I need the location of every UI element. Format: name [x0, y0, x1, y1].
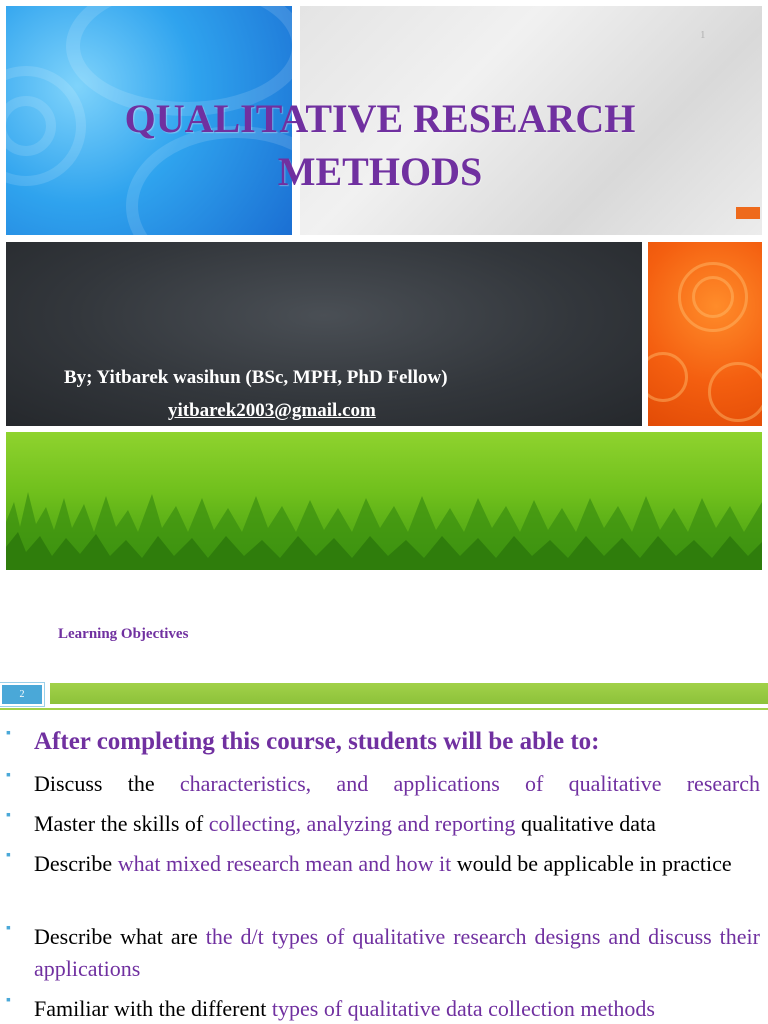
slide-title: QUALITATIVE RESEARCH METHODS: [124, 96, 636, 194]
bullet-icon: ▪: [6, 993, 11, 1008]
orange-accent-tab: [736, 207, 760, 219]
objective-text: Master the skills of collecting, analyzing and reporting qualitative data: [34, 811, 656, 836]
bullet-icon: ▪: [6, 726, 11, 741]
grass-silhouette: [6, 432, 762, 570]
author-email-link[interactable]: yitbarek2003@gmail.com: [168, 400, 376, 421]
objectives-slide: [0, 678, 768, 1024]
bullet-icon: ▪: [6, 921, 11, 936]
orange-bokeh-panel: [648, 242, 762, 426]
objective-text: Describe what are the d/t types of qualitative research designs and discuss their applications: [34, 924, 760, 981]
bullet-icon: ▪: [6, 808, 11, 823]
objective-text: Discuss the characteristics, and applications of qualitative research: [34, 771, 761, 796]
header-rule: [0, 708, 768, 710]
slide-number: 1: [700, 29, 706, 41]
header-green-bar: [50, 683, 768, 704]
intro-text: After completing this course, students will be able to:: [34, 728, 600, 755]
bullet-icon: ▪: [6, 768, 11, 783]
author-line: By; Yitbarek wasihun (BSc, MPH, PhD Fellow): [64, 367, 448, 388]
objective-text: Describe what mixed research mean and how it would be applicable in practice: [34, 851, 732, 876]
chalkboard-panel: [6, 242, 642, 426]
grass-panel: [6, 432, 762, 570]
learning-objectives-caption: Learning Objectives: [58, 626, 189, 642]
slide-number-box: 2: [0, 683, 44, 706]
bullet-icon: ▪: [6, 848, 11, 863]
objective-text: Familiar with the different types of qualitative data collection methods: [34, 996, 655, 1021]
